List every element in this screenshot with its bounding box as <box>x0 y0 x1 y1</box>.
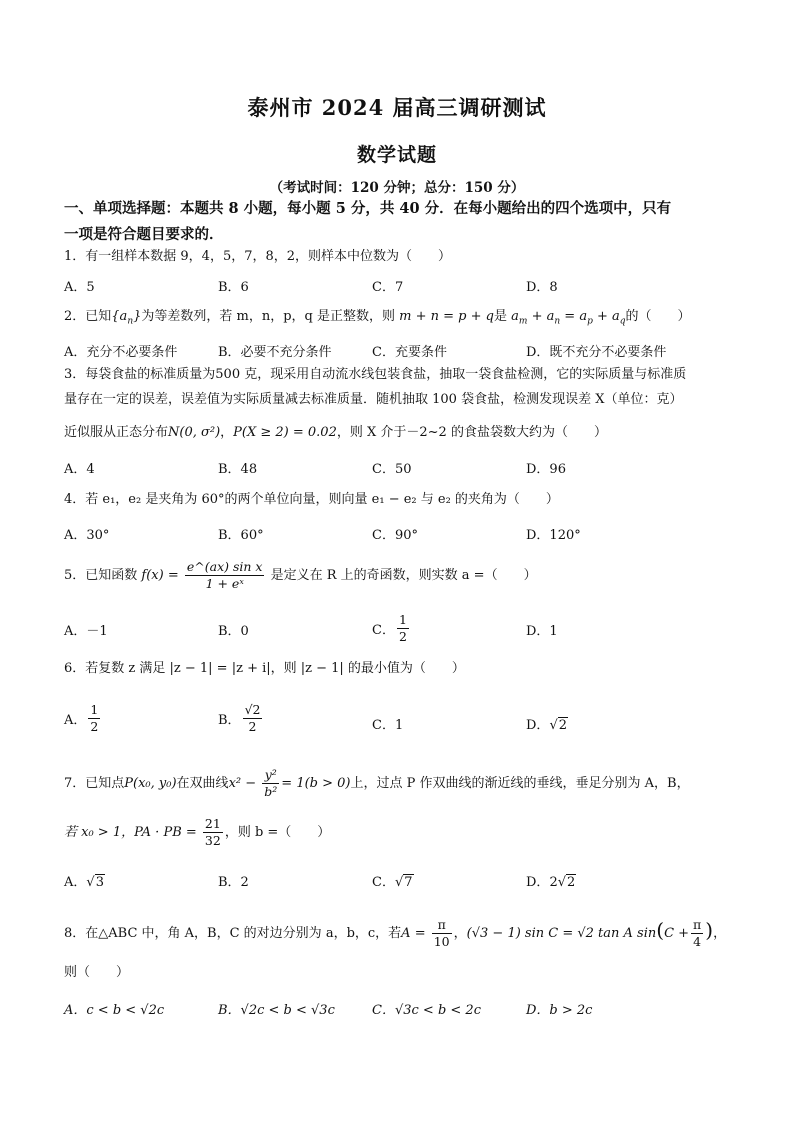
question-4-stem: 4．若 e₁，e₂ 是夹角为 60°的两个单位向量，则向量 e₁ − e₂ 与 e₂ 的夹角为（ ） <box>64 492 559 507</box>
q2-option-c[interactable]: C．充要条件 <box>372 345 447 360</box>
question-7-line1: 7．已知点P(x₀, y₀)在双曲线x² − $\frac{\text{y²}}{\text{b²}}$ = 1(b > 0)上，过点 P 作双曲线的渐近线的垂线，垂足分别为 A，B， <box>64 767 690 799</box>
q2-option-b[interactable]: B．必要不充分条件 <box>218 345 332 360</box>
q4-option-d[interactable]: D．120° <box>526 528 581 543</box>
q3-option-a[interactable]: A．4 <box>64 462 95 477</box>
question-1-stem: 1．有一组样本数据 9，4，5，7，8，2，则样本中位数为（ ） <box>64 249 452 264</box>
q4-option-b[interactable]: B．60° <box>218 528 264 543</box>
q8-option-a[interactable]: A．c < b < √2c <box>64 1003 165 1018</box>
question-7-options <box>64 871 744 893</box>
section-heading-line1: 一、单项选择题：本题共 8 小题，每小题 5 分，共 40 分．在每小题给出的四个选项中，只有 <box>64 200 672 217</box>
q3-option-c[interactable]: C．50 <box>372 462 412 477</box>
question-7-line2: 若 x₀ > 1，PA · PB = $\frac{21}{32}$ ，则 b =（ ） <box>64 816 331 848</box>
question-3-line3: 近似服从正态分布N(0, σ²)，P(X ≥ 2) = 0.02，则 X 介于－2~2 的食盐袋数大约为（ ） <box>64 425 607 440</box>
section-heading <box>64 196 744 248</box>
exam-info: （考试时间：120 分钟；总分：150 分） <box>269 180 525 196</box>
q7-option-c[interactable]: C．√7 <box>372 875 413 890</box>
q6-option-b[interactable]: B． $\frac{√2}{2}$ <box>218 702 261 734</box>
q6-option-a[interactable]: A． $\frac{1}{2}$ <box>64 702 99 734</box>
question-3-options <box>64 458 744 480</box>
q7-option-d[interactable]: D．2√2 <box>526 875 576 890</box>
q2-option-a[interactable]: A．充分不必要条件 <box>64 345 178 360</box>
q1-option-c[interactable]: C．7 <box>372 280 404 295</box>
q6-option-d[interactable]: D．√2 <box>526 718 568 733</box>
section-heading-line2: 一项是符合题目要求的． <box>64 226 224 243</box>
q8-option-c[interactable]: C．√3c < b < 2c <box>372 1003 481 1018</box>
q5-option-c[interactable]: C． $\frac{1}{2}$ <box>372 612 407 644</box>
sequence-symbol: $\{a_n\}$ <box>111 309 142 327</box>
q7-option-a[interactable]: A．√3 <box>64 875 104 890</box>
q1-option-b[interactable]: B．6 <box>218 280 249 295</box>
q5-option-b[interactable]: B．0 <box>218 624 249 639</box>
q8-option-b[interactable]: B．√2c < b < √3c <box>218 1003 335 1018</box>
q7-option-b[interactable]: B．2 <box>218 875 249 890</box>
question-6-options <box>64 702 744 746</box>
q3-option-b[interactable]: B．48 <box>218 462 258 477</box>
question-3-line2: 量存在一定的误差，误差值为实际质量减去标准质量．随机抽取 100 袋食盐，检测发现误差 X（单位：克） <box>64 392 683 407</box>
q3-option-d[interactable]: D．96 <box>526 462 566 477</box>
q6-option-c[interactable]: C．1 <box>372 718 404 733</box>
exam-subject: 数学试题 <box>356 144 437 166</box>
q1-option-a[interactable]: A．5 <box>64 280 95 295</box>
q2-option-d[interactable]: D．既不充分不必要条件 <box>526 345 667 360</box>
q5-option-d[interactable]: D．1 <box>526 624 558 639</box>
question-8-options <box>64 999 744 1021</box>
q2-sequence-condition: $a_m + a_n = a_p + a_q$ <box>511 309 626 327</box>
question-5-options <box>64 612 744 652</box>
q4-option-a[interactable]: A．30° <box>64 528 110 543</box>
question-3-line1: 3．每袋食盐的标准质量为500 克，现采用自动流水线包装食盐，抽取一袋食盐检测，它的实际质量与标准质 <box>64 367 687 382</box>
question-6-stem: 6．若复数 z 满足 |z − 1| = |z + i|，则 |z − 1| 的最小值为（ ） <box>64 661 465 676</box>
question-2-options <box>64 341 744 363</box>
question-8-line2: 则（ ） <box>64 965 130 980</box>
question-5-stem: 5．已知函数 f(x) = $\frac{\text{e\textasciicircum{}(ax) sin x}}{\text{1 + eˣ}}$ 是定义在 R 上的奇函数，则实数 a =（ ） <box>64 559 537 591</box>
exam-title: 泰州市 2024 届高三调研测试 <box>247 95 547 120</box>
q1-option-d[interactable]: D．8 <box>526 280 558 295</box>
question-2-stem: 2．已知$\{a_n\}$为等差数列，若 m，n，p，q 是正整数，则 m + n = p + q是 $a_m + a_n = a_p + a_q$的（ ） <box>64 309 691 327</box>
q5-option-a[interactable]: A．－1 <box>64 624 108 639</box>
question-4-options <box>64 524 744 546</box>
q8-option-d[interactable]: D．b > 2c <box>526 1003 593 1018</box>
q5-function-fraction: $\frac{\text{e\textasciicircum{}(ax) sin x}}{\text{1 + eˣ}}$ <box>186 559 263 591</box>
question-1-options <box>64 276 744 298</box>
q4-option-c[interactable]: C．90° <box>372 528 418 543</box>
question-8-line1: 8．在△ABC 中，角 A，B，C 的对边分别为 a，b，c，若A = $\frac{\pi}{10}$ ，(√3 − 1) sin C = √2 tan A sin(C + $\frac{\pi}{4}$ )， <box>64 917 727 949</box>
